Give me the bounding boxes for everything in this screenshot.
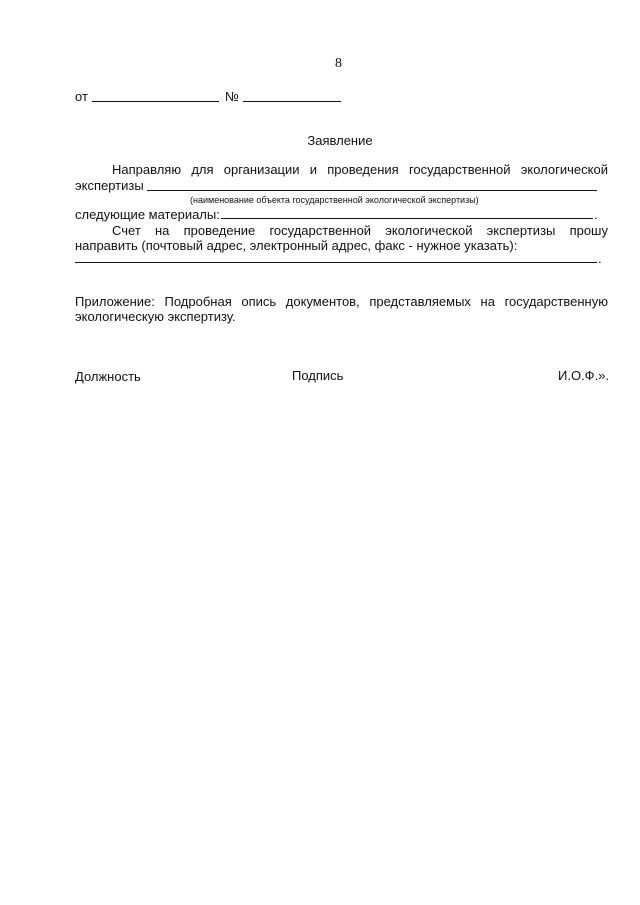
word: прошу bbox=[569, 223, 608, 238]
word: Подробная bbox=[164, 294, 232, 309]
address-field-line bbox=[75, 262, 597, 263]
word: государственной bbox=[269, 223, 372, 238]
date-field-line bbox=[92, 101, 219, 102]
word: государственную bbox=[504, 294, 608, 309]
word: государственной bbox=[408, 162, 511, 177]
word: Счет bbox=[112, 223, 141, 238]
address-end: . bbox=[598, 251, 602, 266]
word: экспертизы bbox=[486, 223, 556, 238]
word: на bbox=[480, 294, 495, 309]
word: Направляю bbox=[112, 162, 182, 177]
word: для bbox=[191, 162, 214, 177]
expertise-label: экспертизы bbox=[75, 178, 144, 193]
paragraph1-line1 bbox=[112, 162, 608, 177]
object-name-caption: (наименование объекта государственной экологической экспертизы) bbox=[190, 195, 479, 205]
word: Приложение: bbox=[75, 294, 155, 309]
word: документов, bbox=[285, 294, 360, 309]
word: опись bbox=[241, 294, 277, 309]
name-label: И.О.Ф.». bbox=[558, 368, 610, 383]
word: экологической bbox=[520, 162, 608, 177]
document-title: Заявление bbox=[307, 133, 373, 148]
materials-field-line bbox=[221, 218, 593, 219]
word: и bbox=[309, 162, 317, 177]
number-label: № bbox=[225, 89, 239, 104]
signature-label: Подпись bbox=[292, 368, 344, 383]
position-label: Должность bbox=[75, 369, 141, 384]
word: организации bbox=[223, 162, 300, 177]
word: на bbox=[154, 223, 170, 238]
from-label: от bbox=[75, 89, 88, 104]
materials-end: . bbox=[594, 207, 598, 222]
materials-label: следующие материалы: bbox=[75, 207, 220, 222]
attachment-line1 bbox=[75, 294, 608, 309]
number-field-line bbox=[243, 101, 341, 102]
object-name-field-line bbox=[147, 190, 597, 191]
word: представляемых bbox=[369, 294, 471, 309]
page-number: 8 bbox=[335, 56, 342, 71]
paragraph2-line1 bbox=[112, 223, 608, 238]
word: экологической bbox=[385, 223, 473, 238]
word: проведения bbox=[327, 162, 399, 177]
address-instruction: направить (почтовый адрес, электронный адрес, факс - нужное указать): bbox=[75, 238, 518, 253]
word: проведение bbox=[183, 223, 256, 238]
attachment-line2: экологическую экспертизу. bbox=[75, 309, 236, 324]
